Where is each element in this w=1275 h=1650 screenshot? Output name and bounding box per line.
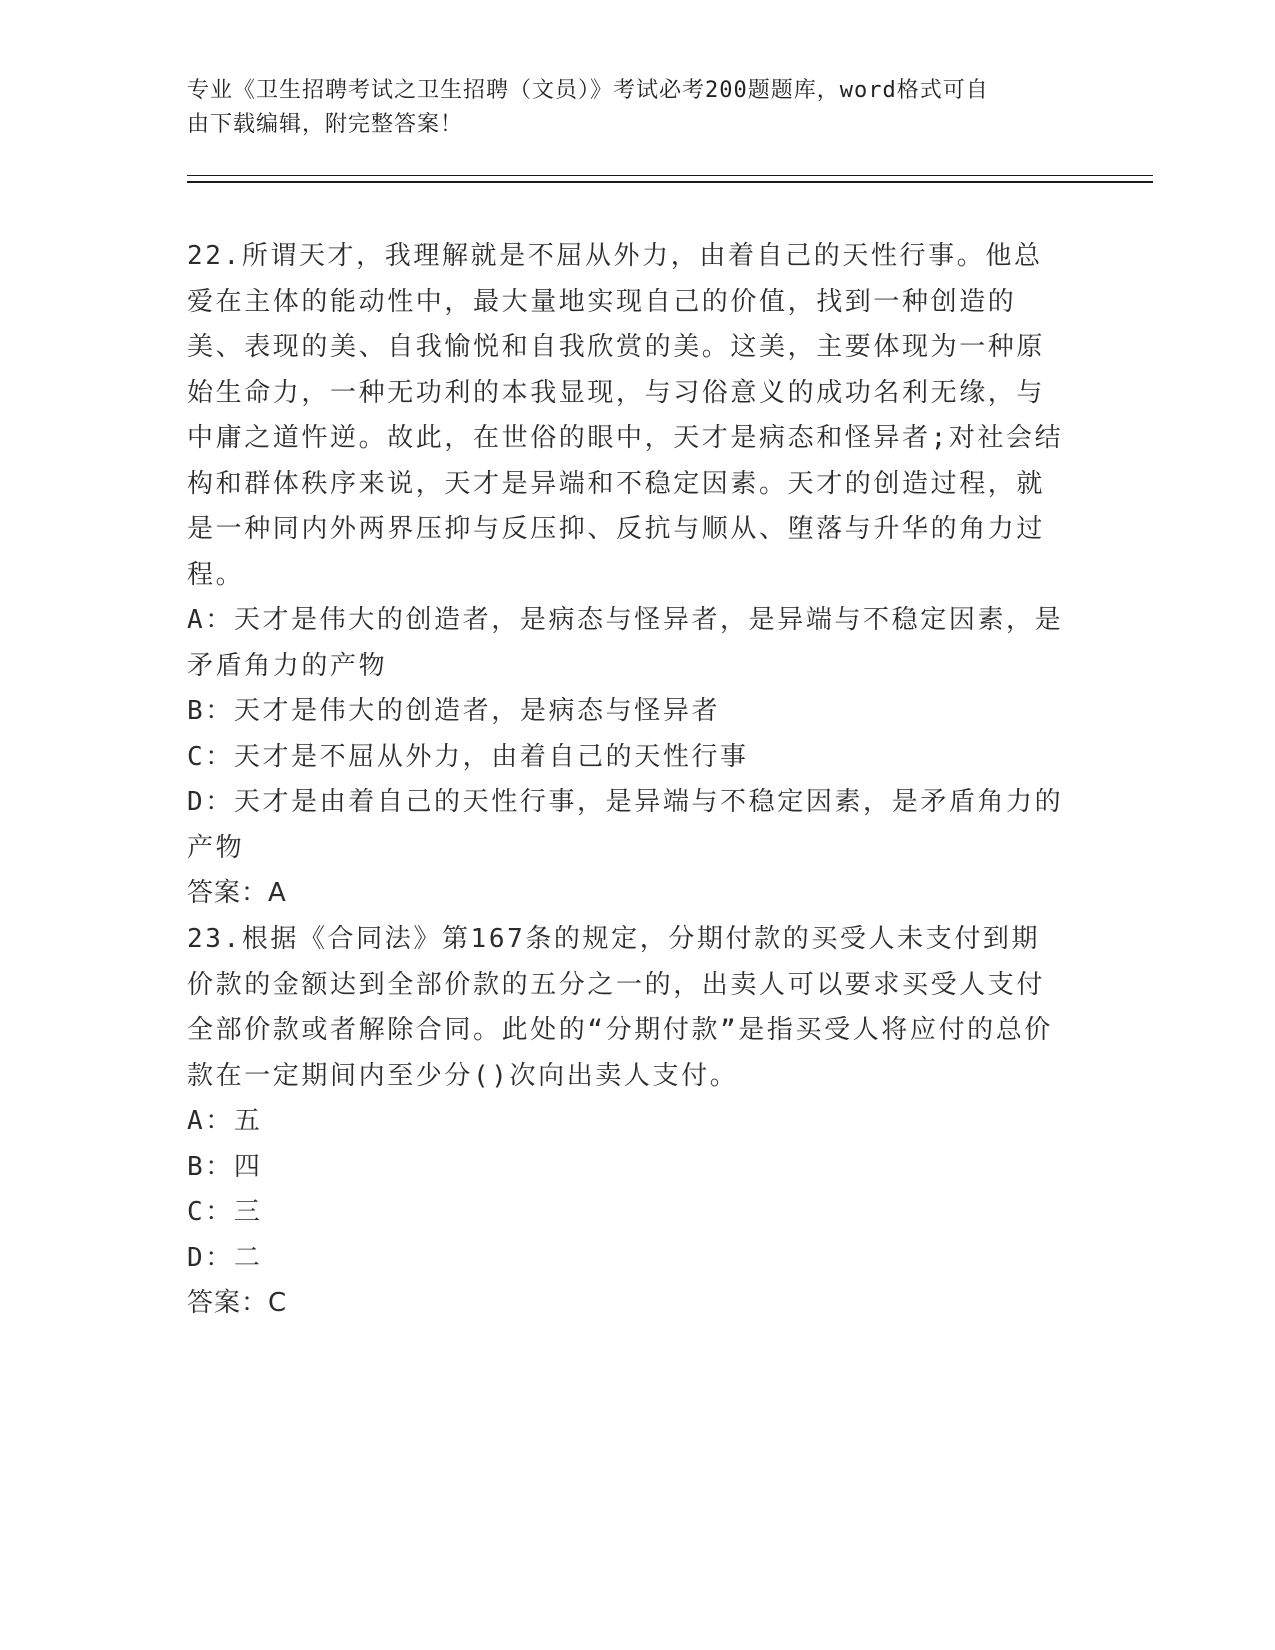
header-divider-thick <box>187 181 1153 183</box>
option-a: A：五 <box>187 1106 263 1136</box>
option-a: A：天才是伟大的创造者，是病态与怪异者，是异端与不稳定因素，是矛盾角力的产物 <box>187 605 1064 681</box>
header-divider-thin <box>187 175 1153 176</box>
document-header <box>187 74 1067 142</box>
question-stem: 22.所谓天才，我理解就是不屈从外力，由着自己的天性行事。他总爱在主体的能动性中，最大量地实现自己的价值，找到一种创造的美、表现的美、自我愉悦和自我欣赏的美。这美，主要体现为一种原始生命力，一种无功利的本我显现，与习俗意义的成功名利无缘，与中庸之道忤逆。故此，在世俗的眼中，天才是病态和怪异者;对社会结构和群体秩序来说，天才是异端和不稳定因素。天才的创造过程，就是一种同内外两界压抑与反压抑、反抗与顺从、堕落与升华的角力过程。 <box>187 241 1064 590</box>
answer: 答案：C <box>187 1288 288 1318</box>
option-b: B：天才是伟大的创造者，是病态与怪异者 <box>187 696 721 726</box>
option-d: D：天才是由着自己的天性行事，是异端与不稳定因素，是矛盾角力的产物 <box>187 787 1064 863</box>
option-c: C：天才是不屈从外力，由着自己的天性行事 <box>187 741 749 772</box>
header-line-1: 专业《卫生招聘考试之卫生招聘（文员）》考试必考200题题库，word格式可自 <box>187 78 989 103</box>
option-d: D：二 <box>187 1242 263 1273</box>
option-b: B：四 <box>187 1151 263 1182</box>
question-23 <box>187 917 1067 1327</box>
question-stem: 23.根据《合同法》第167条的规定，分期付款的买受人未支付到期价款的金额达到全部价款的五分之一的，出卖人可以要求买受人支付全部价款或者解除合同。此处的“分期付款”是指买受人将应付的总价款在一定期间内至少分()次向出卖人支付。 <box>187 924 1053 1091</box>
question-22 <box>187 234 1067 917</box>
answer: 答案：A <box>187 878 287 908</box>
option-c: C：三 <box>187 1197 263 1227</box>
header-line-2: 由下载编辑，附完整答案！ <box>187 112 464 137</box>
